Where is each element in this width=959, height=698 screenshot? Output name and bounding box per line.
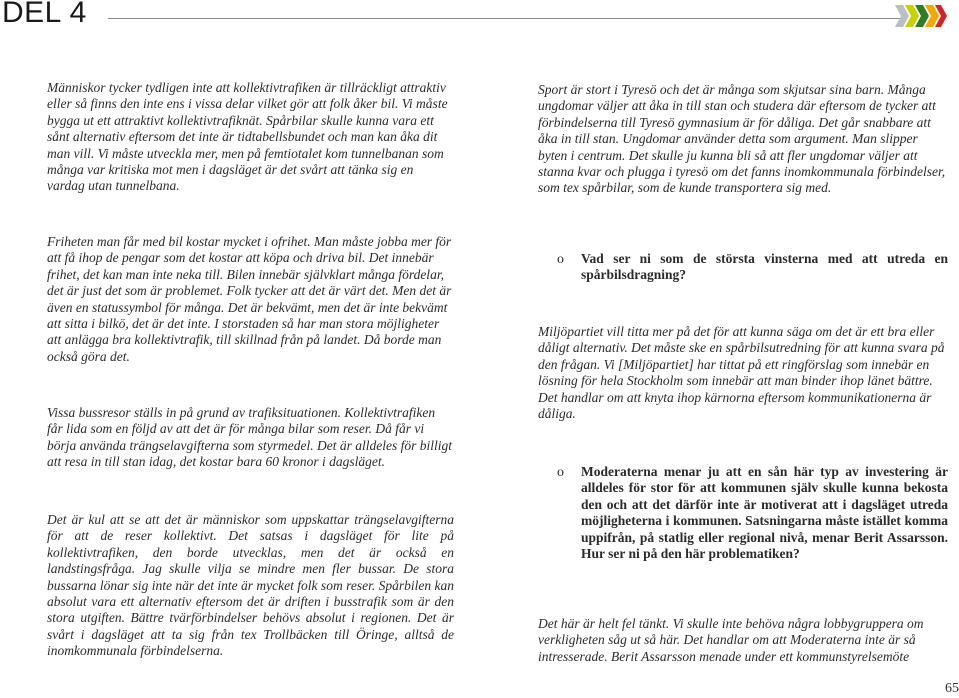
- bullet-marker: o: [557, 465, 564, 480]
- left-paragraph-3: Vissa bussresor ställs in på grund av trafiksituationen. Kollektivtrafiken får lida som en följd av att det är för många bilar som reser. Då får vi börja använda trängselavgifterna som styrmedel. Det är alldeles för billigt att resa in till stan idag, det kostar bara 60 kronor i dagsläget.: [47, 405, 452, 470]
- right-paragraph-3: Det här är helt fel tänkt. Vi skulle inte behöva några lobbygruppera om verkligheten såg ut så här. Det handlar om att Moderaterna inte är så intresserade. Berit Assarsson menade under ett kommunstyrelsemöte: [538, 616, 924, 664]
- interview-question-2: [557, 464, 948, 562]
- left-paragraph-4: Det är kul att se att det är människor som uppskattar trängselavgifterna för att de reser kollektivt. Det satsas i dagsläget för lite på kollektivtrafiken, den borde utvecklas, men det är också en landstingsfråga. Jag skulle vilja se mindre men fler bussar. De stora bussarna lönar sig inte när det inte är mycket folk som reser. Spårbilen kan absolut vara ett alternativ eftersom det är driften i busstrafik som är den stora utgiften. Bättre tvärförbindelser behövs absolut i regionen. Det är svårt i dagsläget att ta sig från tex Trollbäcken till Öringe, alltså de inomkommunala förbindelserna.: [47, 512, 454, 659]
- bullet-marker: o: [557, 252, 564, 267]
- question-text: Moderaterna menar ju att en sån här typ av investering är alldeles för stor för att kommunen själv skulle kunna bekosta den och att det därför inte är motiverat att i dagsläget utreda möjligheterna i kommunen. Satsningarna måste istället komma uppifrån, på statlig eller regional nivå, menar Berit Assarsson. Hur ser ni på den här problematiken?: [581, 464, 948, 562]
- right-paragraph-2: Miljöpartiet vill titta mer på det för att kunna säga om det är ett bra eller dåligt alternativ. Det måste ske en spårbilsutredning för att kunna svara på den frågan. Vi [Miljöpartiet] har tittat på ett ringförslag som innebär en lösning för hela Stockholm som innebär att man binder ihop länet bättre. Det handlar om att knyta ihop kärnorna eftersom kommunikationerna är dåliga.: [538, 324, 945, 422]
- chevron-logo-icon: [895, 4, 947, 28]
- section-title: DEL 4: [2, 0, 87, 29]
- left-paragraph-2: Friheten man får med bil kostar mycket i ofrihet. Man måste jobba mer för att få ihop de pengar som det kostar att köpa och driva bil. Det innebär frihet, det kan man inte neka till. Bilen innebär självklart många fördelar, det är just det som är problemet. Folk tycker att det är värt det. Men det är även en statussymbol för många. Det är bekvämt, men det är inte bekvämt att sitta i bilkö, det är det inte. I storstaden så har man stora möjligheter att anlägga bra kollektivtrafik, till skillnad från på landet. Då borde man också göra det.: [47, 234, 452, 364]
- page-header: [0, 0, 959, 34]
- question-text: Vad ser ni som de största vinsterna med att utreda en spårbilsdragning?: [581, 251, 948, 283]
- left-paragraph-1: Människor tycker tydligen inte att kollektivtrafiken är tillräckligt attraktiv eller så finns den inte ens i vissa delar vilket gör att folk åker bil. Vi måste bygga ut ett attraktivt kollektivtrafiknät. Spårbilar skulle kunna vara ett sånt alternativ eftersom det inte är tidtabellsbundet och man kan åka dit man vill. Vi måste utveckla mer, men på femtiotalet kom tunnelbanan som många var kritiska mot men i dagsläget är det svårt att tänka sig en vardag utan tunnelbana.: [47, 80, 448, 194]
- interview-question-1: [557, 251, 948, 284]
- header-rule: [108, 18, 903, 19]
- right-paragraph-1: Sport är stort i Tyresö och det är många som skjutsar sina barn. Många ungdomar väljer att åka in till stan och studera där eftersom de tycker att förbindelserna till Tyresö gymnasium är för dåliga. Det går snabbare att åka in till stan. Ungdomar använder detta som argument. Man slipper byten i centrum. Det skulle ju kunna bli så att fler ungdomar väljer att stanna kvar och plugga i tyresö om det fanns inomkommunala förbindelser, som tex spårbilar, som de kunde transportera sig med.: [538, 82, 946, 196]
- page-number: 65: [945, 681, 959, 696]
